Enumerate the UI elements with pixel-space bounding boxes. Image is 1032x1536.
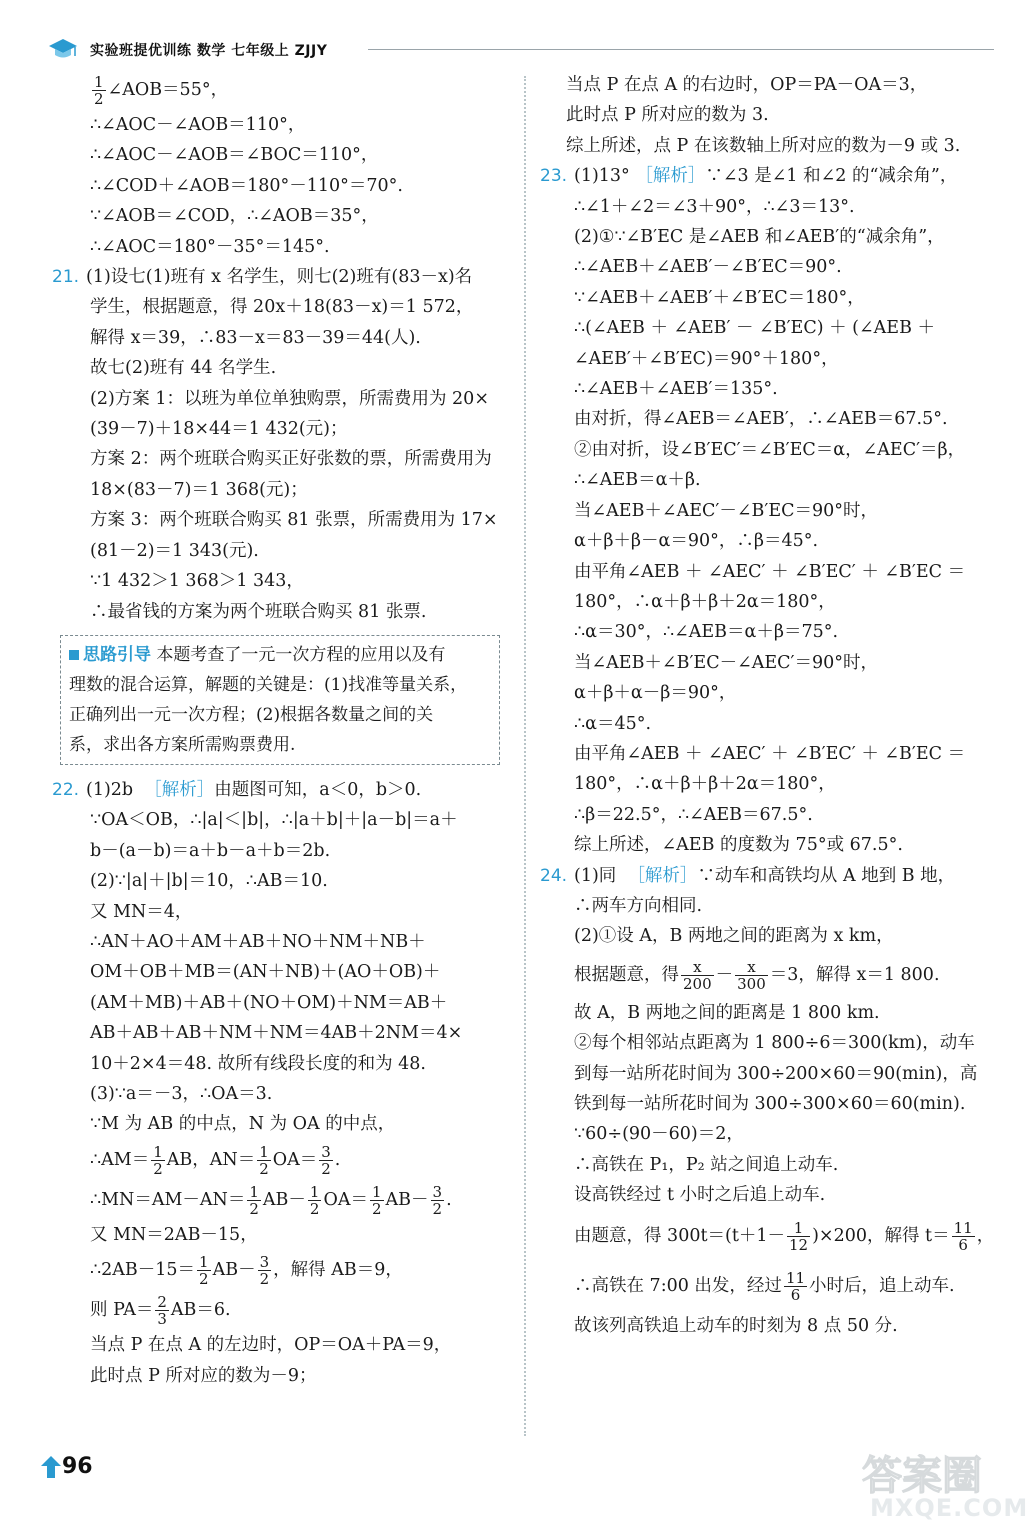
- text-line: 解得 x＝39，∴83－x＝83－39＝44(人).: [90, 327, 421, 348]
- text-line: ∴(∠AEB ＋ ∠AEB′ － ∠B′EC) ＋ (∠AEB ＋: [574, 318, 935, 339]
- text-line: OM＋OB＋MB＝(AN＋NB)＋(AO＋OB)＋: [90, 962, 441, 983]
- text-line: 系，求出各方案所需购票费用.: [69, 734, 296, 755]
- text-line: 180°，∴α＋β＋β＋2α＝180°，: [574, 591, 836, 612]
- text-line: 10＋2×4＝48. 故所有线段长度的和为 48.: [90, 1053, 426, 1074]
- formula-line: ∴MN＝AM－AN＝ $\frac{1}{2}$ AB－ $\frac{1}{2}$ OA＝ $\frac{1}{2}$ AB－ $\frac{3}{2}$ .: [90, 1182, 452, 1218]
- right-column: [540, 70, 1000, 1341]
- text-line: ∠AEB′＋∠B′EC)＝90°＋180°，: [574, 348, 839, 369]
- hint-label: 思路引导: [83, 644, 151, 665]
- formula-line: 则 PA＝ $\frac{2}{3}$ AB＝6.: [90, 1293, 231, 1329]
- text-line: (2)①∵∠B′EC 是∠AEB 和∠AEB′的“减余角”，: [574, 227, 945, 248]
- text-line: (2)∵|a|＋|b|＝10，∴AB＝10.: [90, 871, 328, 892]
- text-line: 设高铁经过 t 小时之后追上动车.: [574, 1185, 826, 1206]
- question-number: 23.: [540, 166, 568, 187]
- text-line: 此时点 P 所对应的数为－9；: [90, 1365, 317, 1386]
- text-line: 当点 P 在点 A 的左边时，OP＝OA＋PA＝9，: [90, 1335, 452, 1356]
- text-line: 当∠AEB＋∠AEC′－∠B′EC＝90°时，: [574, 500, 879, 521]
- text-line: ∴∠COD＋∠AOB＝180°－110°＝70°.: [90, 175, 403, 196]
- text-line: 方案 2：两个班联合购买正好张数的票，所需费用为: [90, 449, 492, 470]
- formula-line: ∴AM＝ $\frac{1}{2}$ AB，AN＝ $\frac{1}{2}$ OA＝ $\frac{3}{2}$ .: [90, 1142, 341, 1178]
- text-line: ∴∠AEB＝α＋β.: [574, 470, 701, 491]
- text-line: ∴∠AOC－∠AOB＝∠BOC＝110°，: [90, 145, 379, 166]
- text-line: b－(a－b)＝a＋b－a＋b＝2b.: [90, 840, 331, 861]
- text-line: 方案 3：两个班联合购买 81 张票，所需费用为 17×: [90, 510, 498, 531]
- page-number-badge: [40, 1452, 100, 1482]
- formula-line: 根据题意，得 $\frac{x}{200}$ － $\frac{x}{300}$ ＝3，解得 x＝1 800.: [574, 957, 940, 993]
- text-line: 由平角∠AEB ＋ ∠AEC′ ＋ ∠B′EC′ ＋ ∠B′EC ＝: [574, 561, 966, 582]
- text-line: 铁到每一站所花时间为 300÷300×60＝60(min).: [574, 1094, 966, 1114]
- text-line: ∴两车方向相同.: [574, 895, 703, 916]
- watermark-text: 答案圈: [862, 1453, 982, 1499]
- formula-line: 由题意，得 300t＝(t＋1－ $\frac{1}{12}$ )×200，解得 t＝ $\frac{11}{6}$ ，: [574, 1218, 995, 1254]
- analysis-label: ［解析］: [627, 865, 698, 886]
- analysis-label: ［解析］: [144, 779, 215, 800]
- text-line: ∴高铁在 P₁，P₂ 站之间追上动车.: [574, 1154, 839, 1175]
- text-line: 故七(2)班有 44 名学生.: [90, 358, 277, 379]
- text-line: 由平角∠AEB ＋ ∠AEC′ ＋ ∠B′EC′ ＋ ∠B′EC ＝: [574, 743, 966, 764]
- text-line: ∴∠1＋∠2＝∠3＋90°，∴∠3＝13°.: [574, 196, 855, 217]
- text-line: ∴β＝22.5°，∴∠AEB＝67.5°.: [574, 804, 813, 825]
- question-21: 21. (1)设七(1)班有 x 名学生，则七(2)班有(83－x)名: [52, 262, 512, 292]
- hint-bullet-icon: [69, 650, 79, 660]
- question-number: 24.: [540, 865, 568, 886]
- header-title: 实验班提优训练 数学 七年级上 ZJJY: [90, 43, 328, 59]
- text-line: 正确列出一元一次方程；(2)根据各数量之间的关: [69, 704, 434, 725]
- formula-line: ∴高铁在 7:00 出发，经过 $\frac{11}{6}$ 小时后，追上动车.: [574, 1268, 955, 1304]
- text-line: $\frac{1}{2}$ ∠AOB＝55°，: [94, 73, 229, 108]
- text-line: ∴∠AOC＝180°－35°＝145°.: [90, 236, 330, 257]
- text-line: 学生，根据题意，得 20x＋18(83－x)＝1 572，: [90, 297, 474, 318]
- question-24: 24. (1)同 ［解析］∵动车和高铁均从 A 地到 B 地，: [540, 861, 1000, 891]
- fraction: $\frac{1}{2}$: [94, 73, 104, 108]
- text-line: 故 A，B 两地之间的距离是 1 800 km.: [574, 1002, 880, 1023]
- text-line: 综上所述，∠AEB 的度数为 75°或 67.5°.: [574, 835, 903, 856]
- text-line: ∵OA＜OB，∴|a|＜|b|，∴|a＋b|＋|a－b|＝a＋: [90, 810, 458, 831]
- text-line: ∵M 为 AB 的中点，N 为 OA 的中点，: [90, 1114, 396, 1135]
- page-number: 96: [62, 1454, 93, 1479]
- analysis-label: ［解析］: [635, 166, 706, 187]
- text-line: 由对折，得∠AEB＝∠AEB′，∴∠AEB＝67.5°.: [574, 409, 948, 430]
- text-line: ∴α＝30°，∴∠AEB＝α＋β＝75°.: [574, 622, 839, 643]
- text-line: 综上所述，点 P 在该数轴上所对应的数为－9 或 3.: [566, 135, 961, 156]
- text-line: 又 MN＝4，: [90, 901, 193, 922]
- text-line: 当∠AEB＋∠B′EC－∠AEC′＝90°时，: [574, 652, 879, 673]
- text-line: 18×(83－7)＝1 368(元)；: [90, 479, 308, 500]
- question-23: 23. (1)13° ［解析］∵∠3 是∠1 和∠2 的“减余角”，: [540, 161, 1000, 191]
- text-line: 180°，∴α＋β＋β＋2α＝180°，: [574, 774, 836, 795]
- text-line: ∴∠AEB＋∠AEB′＝135°.: [574, 379, 778, 400]
- text-line: 理数的混合运算，解题的关键是：(1)找准等量关系，: [69, 674, 468, 695]
- text-line: 又 MN＝2AB－15，: [90, 1224, 258, 1245]
- left-column: [52, 70, 512, 1391]
- question-22: 22. (1)2b ［解析］由题图可知，a＜0，b＞0.: [52, 775, 512, 805]
- text-line: (81－2)＝1 343(元).: [90, 540, 259, 561]
- text-line: α＋β＋β－α＝90°，∴β＝45°.: [574, 531, 819, 552]
- text-line: 当点 P 在点 A 的右边时，OP＝PA－OA＝3，: [566, 75, 928, 95]
- text-line: ∵∠AOB＝∠COD，∴∠AOB＝35°，: [90, 206, 379, 227]
- formula-line: ∴2AB－15＝ $\frac{1}{2}$ AB－ $\frac{3}{2}$ ，解得 AB＝9，: [90, 1253, 403, 1289]
- question-number: 22.: [52, 779, 80, 800]
- text-line: (2)①设 A，B 两地之间的距离为 x km，: [574, 926, 894, 947]
- hint-box: 思路引导 本题考查了一元一次方程的应用以及有 理数的混合运算，解题的关键是：(1)找准等量关系， 正确列出一元一次方程；(2)根据各数量之间的关 系，求出各方案所需购票费用.: [60, 635, 500, 765]
- text-line: AB＋AB＋AB＋NM＋NM＝4AB＋2NM＝4×: [90, 1023, 463, 1044]
- text-line: 故该列高铁追上动车的时刻为 8 点 50 分.: [574, 1315, 898, 1336]
- text-line: ②由对折，设∠B′EC′＝∠B′EC＝α，∠AEC′＝β，: [574, 439, 966, 460]
- text-line: ∴α＝45°.: [574, 713, 652, 734]
- text-line: 到每一站所花时间为 300÷200×60＝90(min)，高: [574, 1063, 978, 1084]
- text-line: ∴∠AOC－∠AOB＝110°，: [90, 115, 306, 135]
- watermark: [840, 1440, 1029, 1530]
- text-line: α＋β＋α－β＝90°，: [574, 683, 737, 704]
- text-line: ∵60÷(90－60)＝2，: [574, 1124, 744, 1145]
- text-line: (AM＋MB)＋AB＋(NO＋OM)＋NM＝AB＋: [90, 992, 448, 1013]
- text-line: ∵∠AEB＋∠AEB′＋∠B′EC＝180°，: [574, 287, 865, 308]
- text-line: ②每个相邻站点距离为 1 800÷6＝300(km)，动车: [574, 1033, 975, 1054]
- page-marker-icon: [40, 1454, 62, 1480]
- header-rule: [368, 49, 994, 50]
- text-line: (39－7)＋18×44＝1 432(元)；: [90, 419, 348, 440]
- text-line: (2)方案 1：以班为单位单独购票，所需费用为 20×: [90, 388, 489, 409]
- text-line: ∵1 432＞1 368＞1 343，: [90, 571, 304, 592]
- text-line: ∴∠AEB＋∠AEB′－∠B′EC＝90°.: [574, 257, 842, 278]
- text-line: ∴最省钱的方案为两个班联合购买 81 张票.: [90, 601, 427, 622]
- text-line: 此时点 P 所对应的数为 3.: [566, 105, 769, 126]
- text-line: ∴AN＋AO＋AM＋AB＋NO＋NM＋NB＋: [90, 931, 426, 952]
- column-divider: [524, 76, 526, 1436]
- text-line: (3)∵a＝－3，∴OA＝3.: [90, 1083, 273, 1104]
- question-number: 21.: [52, 267, 80, 288]
- watermark-url: MXQE.COM: [870, 1494, 1029, 1522]
- page-header: [38, 36, 994, 64]
- graduation-cap-icon: [48, 36, 78, 62]
